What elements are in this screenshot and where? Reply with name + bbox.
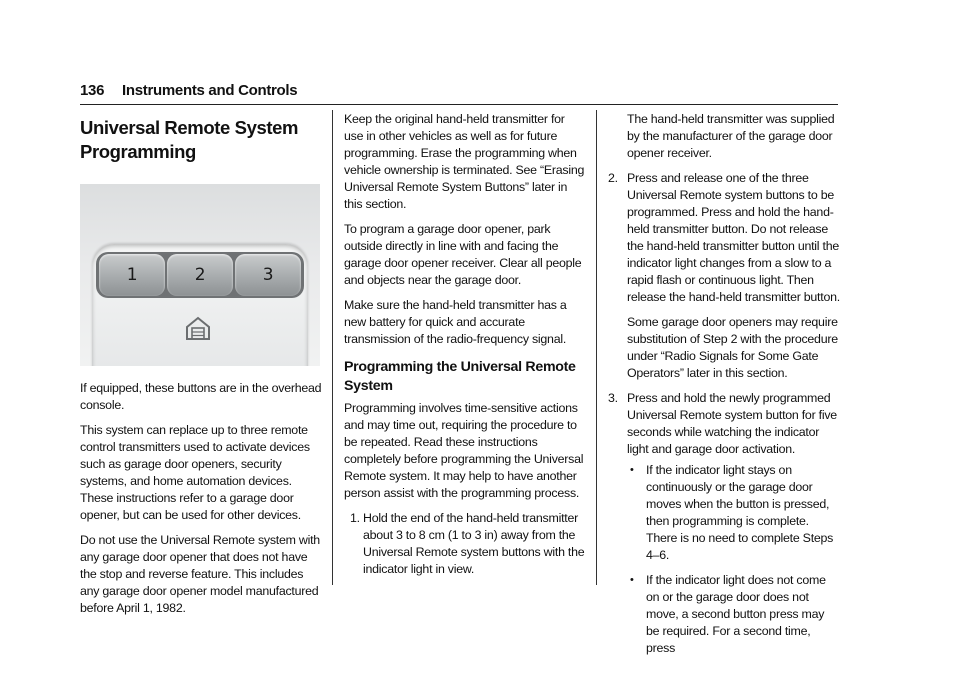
column-2 (344, 111, 586, 586)
subsection-title: Programming the Universal Remote System (344, 359, 576, 394)
paragraph: Do not use the Universal Remote system with any garage door opener that does not have the stop and reverse feature. This includes any garage door opener model manufactured before April 1, 1982. (80, 533, 320, 615)
step-2 (608, 170, 840, 306)
remote-button-1: 1 (99, 254, 165, 296)
step-number: 1. (350, 511, 360, 525)
chapter-title: Instruments and Controls (122, 82, 298, 99)
step-3 (608, 390, 840, 657)
bullet-icon: • (630, 574, 634, 586)
paragraph: Make sure the hand-held transmitter has a new battery for quick and accurate transmission of the radio-frequency signal. (344, 298, 567, 346)
overhead-console-photo (80, 184, 320, 366)
step-text: Hold the end of the hand-held transmitter about 3 to 8 cm (1 to 3 in) away from the Universal Remote system buttons with the indicator light in view. (363, 511, 585, 576)
remote-button-3: 3 (235, 254, 301, 296)
step-1-continued (608, 111, 840, 162)
remote-button-row (96, 252, 304, 298)
bullet-icon: • (630, 464, 634, 476)
step-text: Press and release one of the three Universal Remote system buttons to be programmed. Press and hold the hand-held transmitter button. Do not release the hand-held transmitter button until the indicator light changes from a slow to a rapid flash or continuous light. Then release the hand-held transmitter button. (627, 171, 840, 304)
console-panel (92, 244, 308, 366)
page-header (80, 82, 838, 105)
bullet-text: If the indicator light does not come on or the garage door does not move, a second button press may be required. For a second time, press (646, 573, 826, 655)
remote-button-2: 2 (167, 254, 233, 296)
column-divider (332, 110, 333, 585)
column-divider (596, 110, 597, 585)
step-number: 2. (608, 171, 618, 185)
step-1 (344, 510, 586, 578)
column-1 (80, 108, 322, 625)
page-number: 136 (80, 82, 105, 99)
paragraph: To program a garage door opener, park outside directly in line with and facing the garage door opener receiver. Clear all people and objects near the garage door. (344, 222, 582, 287)
step-text: Some garage door openers may require substitution of Step 2 with the procedure under “Radio Signals for Some Gate Operators” later in this section. (627, 315, 838, 380)
paragraph: This system can replace up to three remote control transmitters used to activate devices such as garage door openers, security systems, and home automation devices. These instructions refer to a garage door opener, but can be used for other devices. (80, 423, 310, 522)
bullet-item (627, 572, 840, 657)
step-2-note (608, 314, 840, 382)
step-number: 3. (608, 391, 618, 405)
step-text: The hand-held transmitter was supplied by the manufacturer of the garage door opener receiver. (627, 112, 835, 160)
step-text: Press and hold the newly programmed Universal Remote system button for five seconds while watching the indicator light and garage door activation. (627, 391, 837, 456)
bullet-item (627, 462, 840, 564)
paragraph: Keep the original hand-held transmitter for use in other vehicles as well as for future programming. Erase the programming when vehicle ownership is terminated. See “Erasing Universal Remote System Buttons” later in this section. (344, 112, 585, 211)
paragraph: Programming involves time-sensitive actions and may time out, requiring the procedure to be repeated. Read these instructions completely before programming the Universal Remote system. It may help to have another person assist with the programming process. (344, 401, 584, 500)
paragraph: If equipped, these buttons are in the overhead console. (80, 381, 322, 412)
section-title: Universal Remote System Programming (80, 117, 299, 162)
column-3 (608, 111, 840, 665)
garage-door-icon (184, 314, 212, 342)
bullet-text: If the indicator light stays on continuously or the garage door moves when the button is pressed, then programming is complete. There is no need to complete Steps 4–6. (646, 463, 834, 562)
